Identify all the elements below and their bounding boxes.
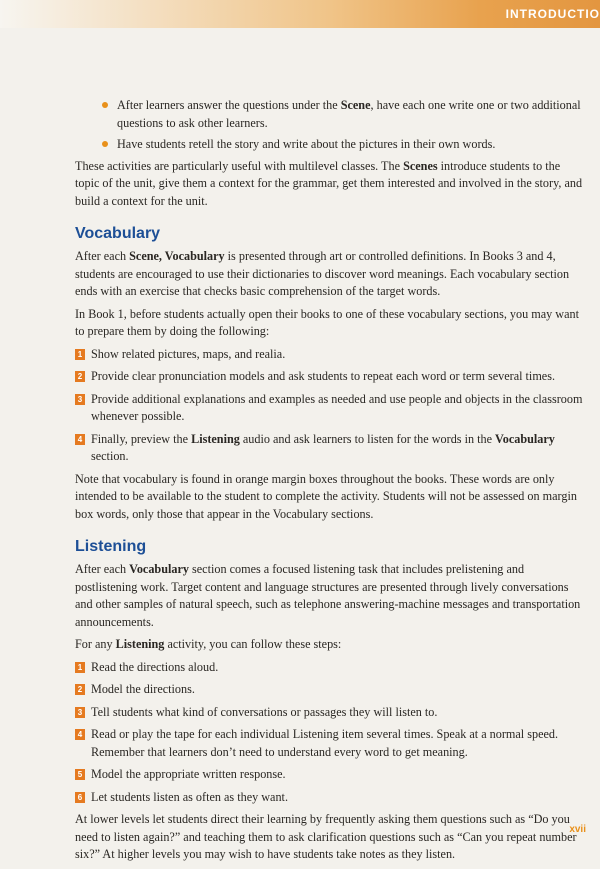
bullet-dot-icon [102, 102, 108, 108]
listening-heading: Listening [75, 538, 147, 555]
step-number-badge: 6 [75, 792, 85, 803]
page-number: xvii [569, 824, 586, 835]
listening-step: 5 Model the appropriate written response. [75, 766, 585, 784]
listening-step: 4 Read or play the tape for each individual Listening item several times. Speak at a normal speed. Remember that learners don’t need to understand every word to get meaning. [75, 726, 585, 761]
vocabulary-step: 2 Provide clear pronunciation models and ask students to repeat each word or term several times. [75, 368, 585, 386]
step-number-badge: 2 [75, 684, 85, 695]
vocabulary-heading: Vocabulary [75, 225, 161, 242]
header-title: INTRODUCTIO [505, 7, 600, 21]
vocabulary-step: 3 Provide additional explanations and examples as needed and use people and objects in the classroom whenever possible. [75, 391, 585, 426]
vocabulary-step: 4 Finally, preview the Listening audio and ask learners to listen for the words in the Vocabulary section. [75, 431, 585, 466]
step-number-badge: 3 [75, 707, 85, 718]
listening-step: 1 Read the directions aloud. [75, 659, 585, 677]
vocabulary-paragraph: Note that vocabulary is found in orange margin boxes throughout the books. These words are only intended to be available to the student to complete the activity. Students will not be assessed on margin box words, only those that appear in the Vocabulary sections. [75, 471, 577, 521]
step-number-badge: 4 [75, 434, 85, 445]
listening-paragraph: After each Vocabulary section comes a focused listening task that includes prelistening and postlistening work. Target content and language structures are presented through lively conversations and other samples of natural speech, such as telephone answering-machine messages and transportation announcements. [75, 562, 581, 629]
step-number-badge: 3 [75, 394, 85, 405]
step-number-badge: 5 [75, 769, 85, 780]
listening-paragraph: For any Listening activity, you can follow these steps: [75, 637, 342, 651]
listening-step: 2 Model the directions. [75, 681, 585, 699]
step-number-badge: 1 [75, 662, 85, 673]
intro-paragraph: These activities are particularly useful with multilevel classes. The Scenes introduce students to the topic of the unit, give them a context for the grammar, get them interested and involved in the story, and build a context for the unit. [75, 158, 583, 208]
header-bar [0, 0, 600, 28]
step-number-badge: 1 [75, 349, 85, 360]
listening-step: 6 Let students listen as often as they want. [75, 789, 585, 807]
listening-step: 3 Tell students what kind of conversations or passages they will listen to. [75, 704, 585, 722]
vocabulary-paragraph: In Book 1, before students actually open their books to one of these vocabulary sections, you may want to prepare them by doing the following: [75, 306, 579, 338]
listening-paragraph: At lower levels let students direct their learning by frequently asking them questions such as “Do you need to listen again?” and teaching them to ask clarification questions such as “Can you repeat number six?” At higher levels you may wish to have students take notes as they listen. [75, 812, 577, 861]
step-number-badge: 2 [75, 371, 85, 382]
page-content [75, 97, 585, 869]
vocabulary-step: 1 Show related pictures, maps, and realia. [75, 346, 585, 364]
step-number-badge: 4 [75, 729, 85, 740]
bullet-dot-icon [102, 141, 108, 147]
bullet-item: Have students retell the story and write about the pictures in their own words. [75, 136, 585, 154]
vocabulary-paragraph: After each Scene, Vocabulary is presented through art or controlled definitions. In Books 3 and 4, students are encouraged to use their dictionaries to discover word meanings. Each vocabulary section ends with an exercise that checks basic comprehension of the target words. [75, 249, 570, 298]
bullet-item: After learners answer the questions under the Scene, have each one write one or two additional questions to ask other learners. [75, 97, 585, 132]
